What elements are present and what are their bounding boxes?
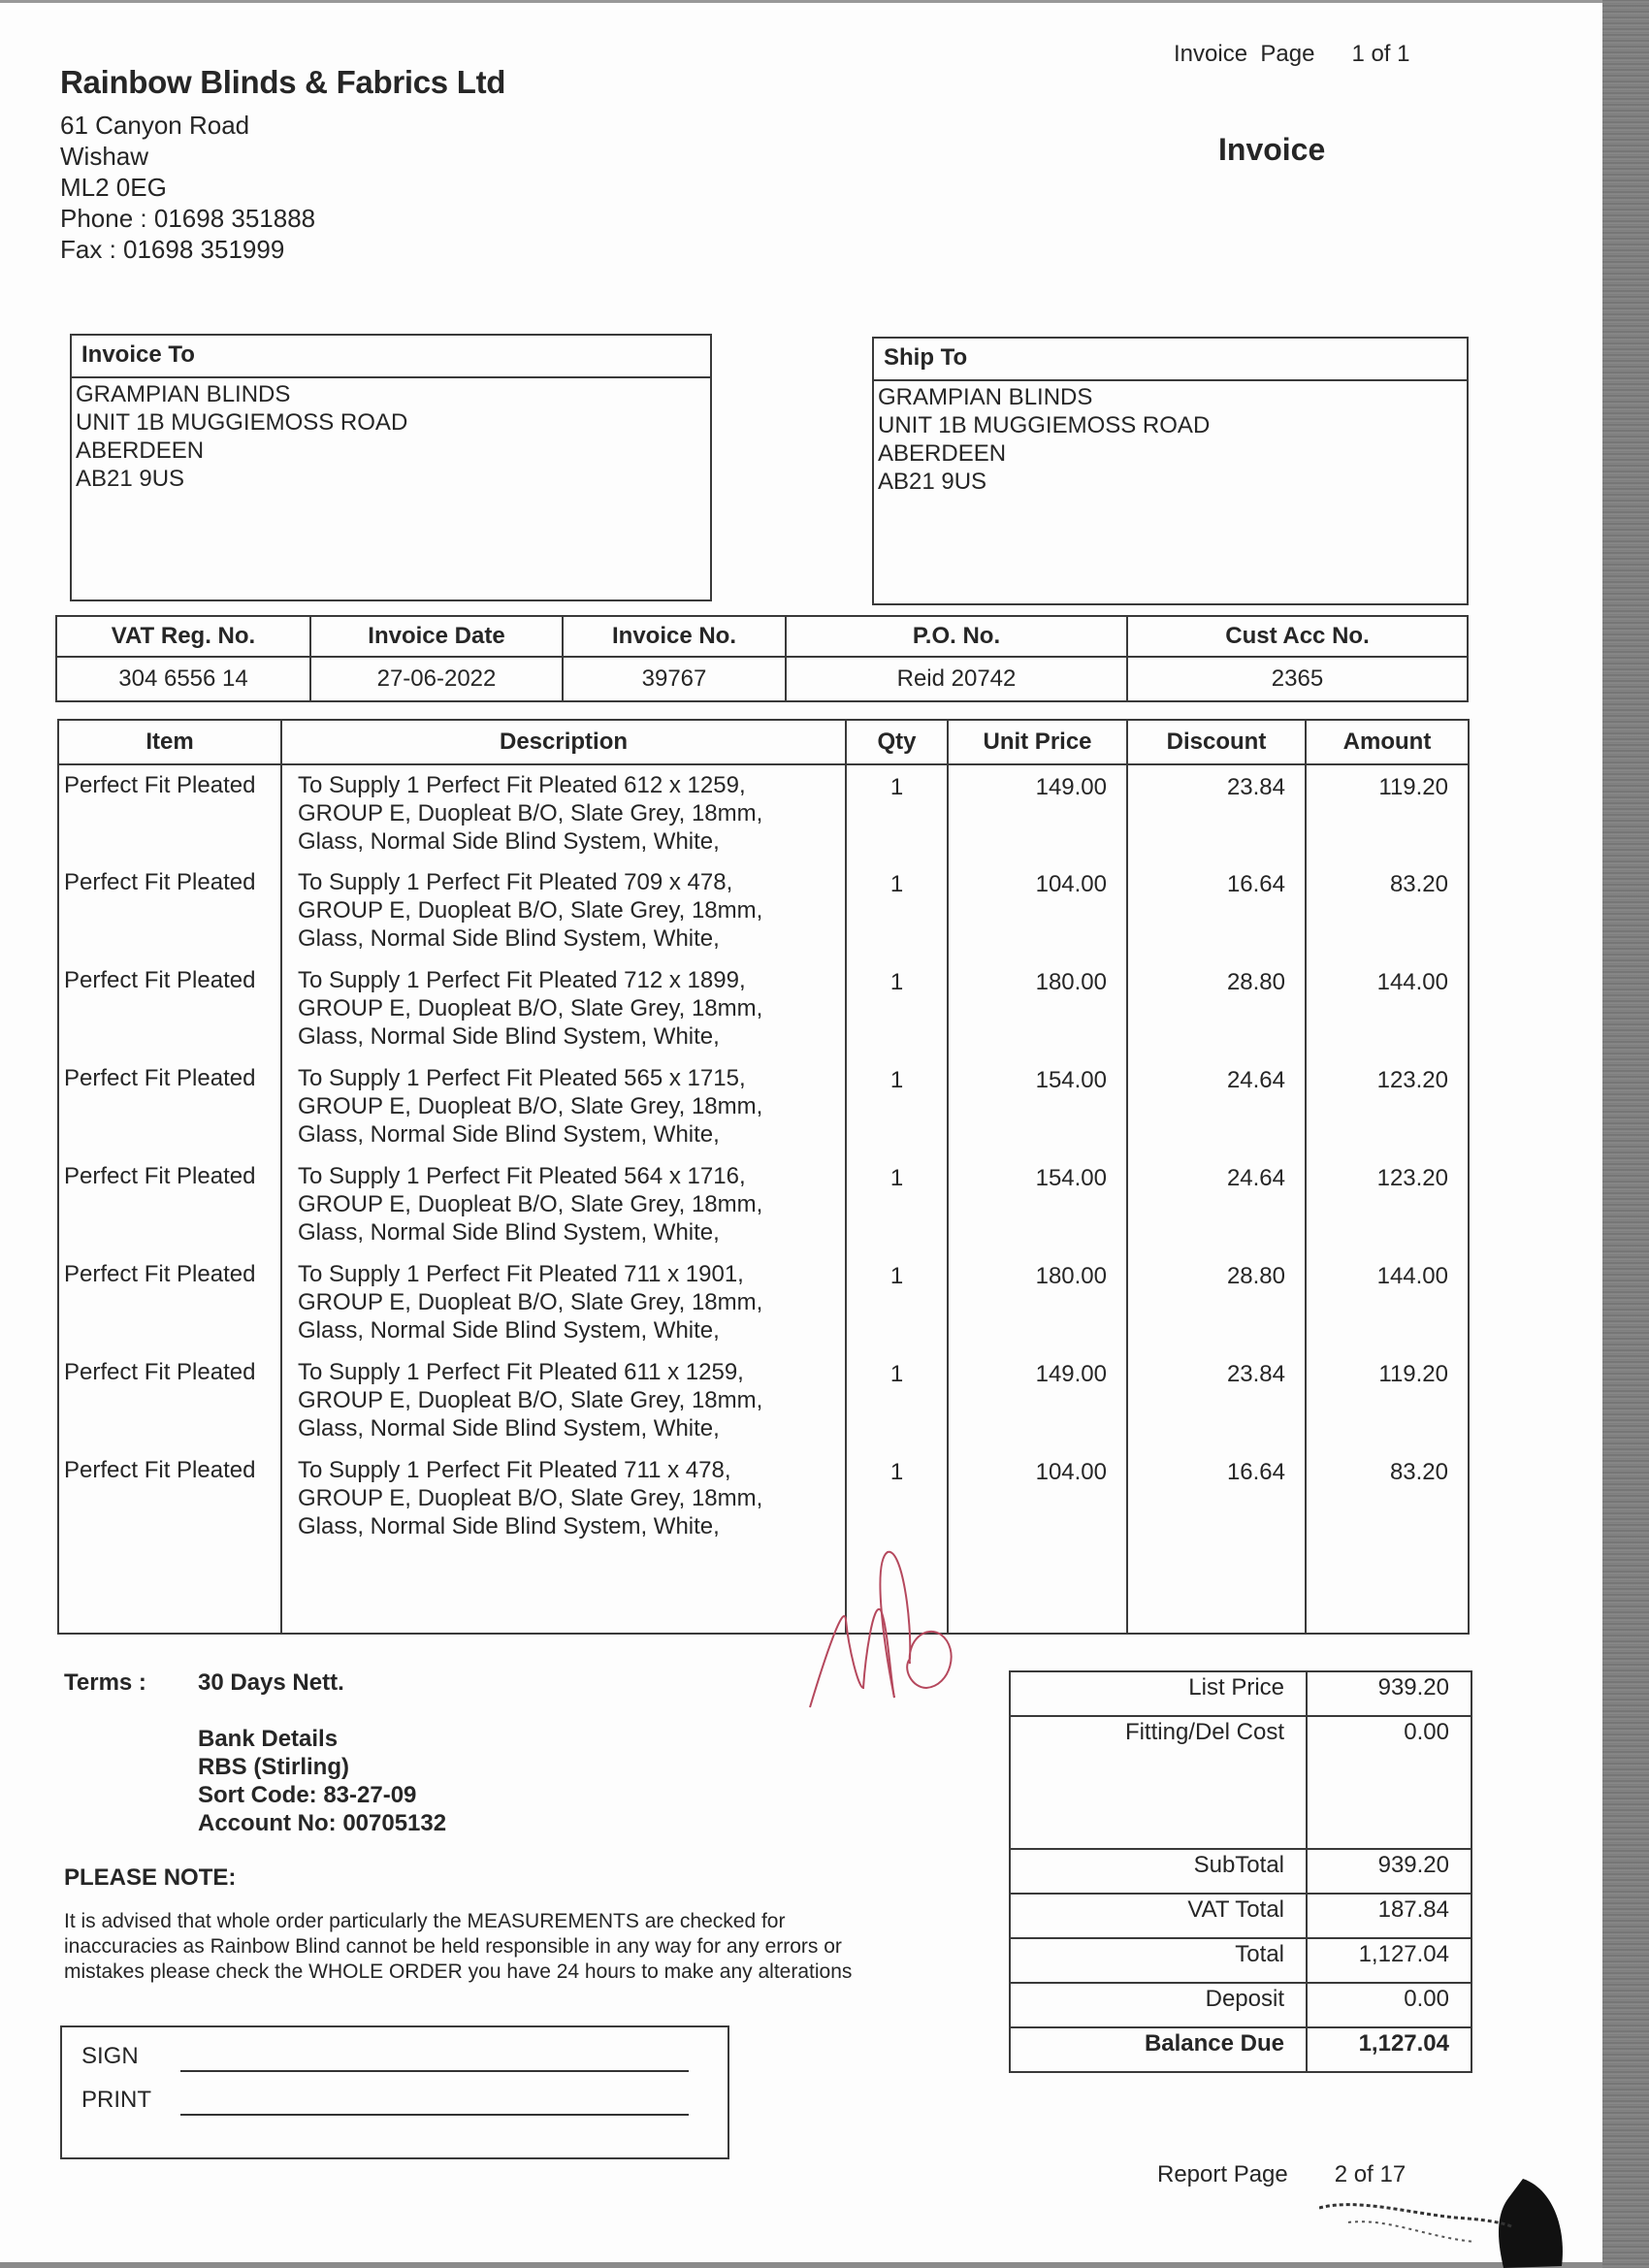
invoice-to-heading: Invoice To (72, 336, 710, 378)
signature-box (60, 2025, 729, 2159)
items-header-qty: Qty (846, 720, 948, 764)
sign-label: SIGN (81, 2043, 139, 2069)
item-qty: 1 (846, 1254, 948, 1352)
meta-vat-value: 304 6556 14 (56, 657, 310, 701)
totals-table (1009, 1670, 1472, 2073)
terms-label: Terms : (64, 1669, 146, 1696)
item-unit-price: 104.00 (948, 862, 1127, 960)
meta-header-po: P.O. No. (786, 616, 1127, 657)
table-row (58, 1058, 1469, 1156)
items-header-description: Description (281, 720, 846, 764)
table-row (58, 1352, 1469, 1450)
item-name: Perfect Fit Pleated (58, 1254, 281, 1352)
item-qty: 1 (846, 960, 948, 1058)
invoice-page-value: 1 of 1 (1351, 41, 1410, 67)
meta-header-date: Invoice Date (310, 616, 563, 657)
item-amount: 144.00 (1306, 1254, 1469, 1352)
item-amount: 119.20 (1306, 764, 1469, 862)
item-description-line: To Supply 1 Perfect Fit Pleated 564 x 1716, (298, 1163, 746, 1189)
item-name: Perfect Fit Pleated (58, 1058, 281, 1156)
item-qty: 1 (846, 1156, 948, 1254)
items-header-unit-price: Unit Price (948, 720, 1127, 764)
table-row (58, 764, 1469, 862)
item-name: Perfect Fit Pleated (58, 960, 281, 1058)
item-description-line: To Supply 1 Perfect Fit Pleated 711 x 1901, (298, 1261, 744, 1287)
item-description-line: To Supply 1 Perfect Fit Pleated 712 x 1899, (298, 967, 746, 993)
item-description (281, 862, 846, 960)
document-title: Invoice (1218, 132, 1326, 167)
bank-details (198, 1725, 446, 1837)
items-header-amount: Amount (1306, 720, 1469, 764)
item-discount: 23.84 (1127, 764, 1306, 862)
item-description (281, 1254, 846, 1352)
invoice-to-line: ABERDEEN (76, 437, 205, 464)
total-value: 1,127.04 (1307, 1938, 1471, 1983)
item-description (281, 960, 846, 1058)
bank-name: RBS (Stirling) (198, 1754, 349, 1780)
invoice-to-line: UNIT 1B MUGGIEMOSS ROAD (76, 409, 408, 436)
item-description-line: Glass, Normal Side Blind System, White, (298, 1121, 720, 1148)
print-label: PRINT (81, 2087, 151, 2113)
item-description-line: Glass, Normal Side Blind System, White, (298, 1317, 720, 1344)
vat-total-value: 187.84 (1307, 1894, 1471, 1938)
deposit-label: Deposit (1010, 1983, 1307, 2027)
item-qty: 1 (846, 764, 948, 862)
item-description-line: To Supply 1 Perfect Fit Pleated 709 x 478, (298, 869, 733, 895)
item-unit-price: 180.00 (948, 1254, 1127, 1352)
item-discount: 24.64 (1127, 1058, 1306, 1156)
item-discount: 24.64 (1127, 1156, 1306, 1254)
item-discount: 16.64 (1127, 1450, 1306, 1548)
item-discount: 23.84 (1127, 1352, 1306, 1450)
terms-value: 30 Days Nett. (198, 1669, 344, 1696)
item-description-line: GROUP E, Duopleat B/O, Slate Grey, 18mm, (298, 1191, 763, 1217)
item-description-line: GROUP E, Duopleat B/O, Slate Grey, 18mm, (298, 897, 763, 923)
item-amount: 119.20 (1306, 1352, 1469, 1450)
item-description (281, 1058, 846, 1156)
item-description-line: GROUP E, Duopleat B/O, Slate Grey, 18mm, (298, 1387, 763, 1413)
table-row (58, 1450, 1469, 1548)
ship-to-address (874, 381, 1467, 496)
item-name: Perfect Fit Pleated (58, 1450, 281, 1548)
balance-due-label: Balance Due (1010, 2027, 1307, 2072)
item-description-line: GROUP E, Duopleat B/O, Slate Grey, 18mm, (298, 800, 763, 826)
table-filler-row (58, 1548, 1469, 1634)
total-label: Total (1010, 1938, 1307, 1983)
list-price-value: 939.20 (1307, 1671, 1471, 1716)
item-description-line: GROUP E, Duopleat B/O, Slate Grey, 18mm, (298, 1485, 763, 1511)
sign-field[interactable] (180, 2070, 689, 2072)
meta-header-vat: VAT Reg. No. (56, 616, 310, 657)
bank-account-no: Account No: 00705132 (198, 1810, 447, 1836)
item-name: Perfect Fit Pleated (58, 764, 281, 862)
item-description-line: Glass, Normal Side Blind System, White, (298, 925, 720, 952)
fitting-cost-value: 0.00 (1307, 1716, 1471, 1849)
item-amount: 83.20 (1306, 1450, 1469, 1548)
report-page-label: Report Page (1157, 2161, 1288, 2187)
ship-to-heading: Ship To (874, 339, 1467, 381)
invoice-to-address (72, 378, 710, 493)
invoice-to-line: AB21 9US (76, 466, 185, 492)
item-description-line: To Supply 1 Perfect Fit Pleated 565 x 1715, (298, 1065, 746, 1091)
item-amount: 144.00 (1306, 960, 1469, 1058)
item-discount: 28.80 (1127, 960, 1306, 1058)
item-unit-price: 154.00 (948, 1156, 1127, 1254)
note-line: inaccuracies as Rainbow Blind cannot be held responsible in any way for any errors or (64, 1935, 842, 1958)
subtotal-value: 939.20 (1307, 1849, 1471, 1894)
item-qty: 1 (846, 1450, 948, 1548)
list-price-label: List Price (1010, 1671, 1307, 1716)
item-qty: 1 (846, 1058, 948, 1156)
item-description (281, 1156, 846, 1254)
meta-cust-acc-value: 2365 (1127, 657, 1468, 701)
please-note-heading: PLEASE NOTE: (64, 1864, 237, 1891)
item-unit-price: 180.00 (948, 960, 1127, 1058)
empty-cell (58, 1548, 281, 1634)
item-description (281, 764, 846, 862)
empty-cell (281, 1548, 846, 1634)
ship-to-line: ABERDEEN (878, 440, 1007, 467)
toner-smudge (1319, 2169, 1610, 2268)
table-row (58, 960, 1469, 1058)
note-line: It is advised that whole order particularly the MEASUREMENTS are checked for (64, 1910, 786, 1932)
items-header-item: Item (58, 720, 281, 764)
invoice-to-line: GRAMPIAN BLINDS (76, 381, 291, 407)
item-qty: 1 (846, 1352, 948, 1450)
ship-to-line: UNIT 1B MUGGIEMOSS ROAD (878, 412, 1211, 438)
line-items-table (57, 719, 1470, 1635)
invoice-page-label: Invoice Page (1174, 41, 1315, 67)
company-fax: Fax : 01698 351999 (60, 235, 285, 264)
item-description-line: GROUP E, Duopleat B/O, Slate Grey, 18mm, (298, 1289, 763, 1315)
company-address-street: 61 Canyon Road (60, 111, 250, 140)
item-description (281, 1450, 846, 1548)
item-name: Perfect Fit Pleated (58, 862, 281, 960)
meta-invoice-no-value: 39767 (563, 657, 786, 701)
item-name: Perfect Fit Pleated (58, 1352, 281, 1450)
item-qty: 1 (846, 862, 948, 960)
scan-top-edge (0, 0, 1602, 3)
items-header-discount: Discount (1127, 720, 1306, 764)
ship-to-box (872, 337, 1469, 605)
fitting-cost-label: Fitting/Del Cost (1010, 1716, 1307, 1849)
note-line: mistakes please check the WHOLE ORDER you have 24 hours to make any alterations (64, 1960, 853, 1983)
item-discount: 16.64 (1127, 862, 1306, 960)
item-description-line: Glass, Normal Side Blind System, White, (298, 1415, 720, 1442)
company-address-town: Wishaw (60, 142, 149, 171)
item-name: Perfect Fit Pleated (58, 1156, 281, 1254)
bank-details-heading: Bank Details (198, 1726, 339, 1752)
table-row (58, 862, 1469, 960)
item-unit-price: 154.00 (948, 1058, 1127, 1156)
handwritten-initials (805, 1542, 1018, 1727)
meta-header-cust-acc: Cust Acc No. (1127, 616, 1468, 657)
item-unit-price: 149.00 (948, 764, 1127, 862)
company-name: Rainbow Blinds & Fabrics Ltd (60, 64, 506, 100)
table-row (58, 1156, 1469, 1254)
please-note-text (64, 1909, 976, 1985)
print-field[interactable] (180, 2114, 689, 2116)
balance-due-value: 1,127.04 (1307, 2027, 1471, 2072)
item-description-line: To Supply 1 Perfect Fit Pleated 612 x 1259, (298, 772, 746, 798)
item-description-line: To Supply 1 Perfect Fit Pleated 611 x 1259, (298, 1359, 744, 1385)
subtotal-label: SubTotal (1010, 1849, 1307, 1894)
item-unit-price: 149.00 (948, 1352, 1127, 1450)
report-page-value: 2 of 17 (1334, 2161, 1406, 2187)
vat-total-label: VAT Total (1010, 1894, 1307, 1938)
item-unit-price: 104.00 (948, 1450, 1127, 1548)
invoice-page-indicator (1174, 41, 1409, 68)
item-description-line: Glass, Normal Side Blind System, White, (298, 1219, 720, 1246)
item-description (281, 1352, 846, 1450)
deposit-value: 0.00 (1307, 1983, 1471, 2027)
item-description-line: GROUP E, Duopleat B/O, Slate Grey, 18mm, (298, 995, 763, 1021)
company-address-postcode: ML2 0EG (60, 173, 167, 202)
invoice-to-box (70, 334, 712, 601)
company-phone: Phone : 01698 351888 (60, 204, 316, 233)
item-description-line: Glass, Normal Side Blind System, White, (298, 828, 720, 855)
meta-po-value: Reid 20742 (786, 657, 1127, 701)
table-row (58, 1254, 1469, 1352)
meta-header-invoice-no: Invoice No. (563, 616, 786, 657)
ship-to-line: GRAMPIAN BLINDS (878, 384, 1093, 410)
item-amount: 123.20 (1306, 1156, 1469, 1254)
empty-cell (1127, 1548, 1306, 1634)
item-discount: 28.80 (1127, 1254, 1306, 1352)
item-amount: 83.20 (1306, 862, 1469, 960)
invoice-meta-table (55, 615, 1469, 702)
item-description-line: GROUP E, Duopleat B/O, Slate Grey, 18mm, (298, 1093, 763, 1119)
bank-sort-code: Sort Code: 83-27-09 (198, 1782, 417, 1808)
meta-date-value: 27-06-2022 (310, 657, 563, 701)
item-description-line: Glass, Normal Side Blind System, White, (298, 1023, 720, 1050)
ship-to-line: AB21 9US (878, 469, 987, 495)
item-description-line: To Supply 1 Perfect Fit Pleated 711 x 478, (298, 1457, 731, 1483)
item-description-line: Glass, Normal Side Blind System, White, (298, 1513, 720, 1539)
empty-cell (1306, 1548, 1469, 1634)
item-amount: 123.20 (1306, 1058, 1469, 1156)
scan-side-edge (1602, 0, 1649, 2268)
